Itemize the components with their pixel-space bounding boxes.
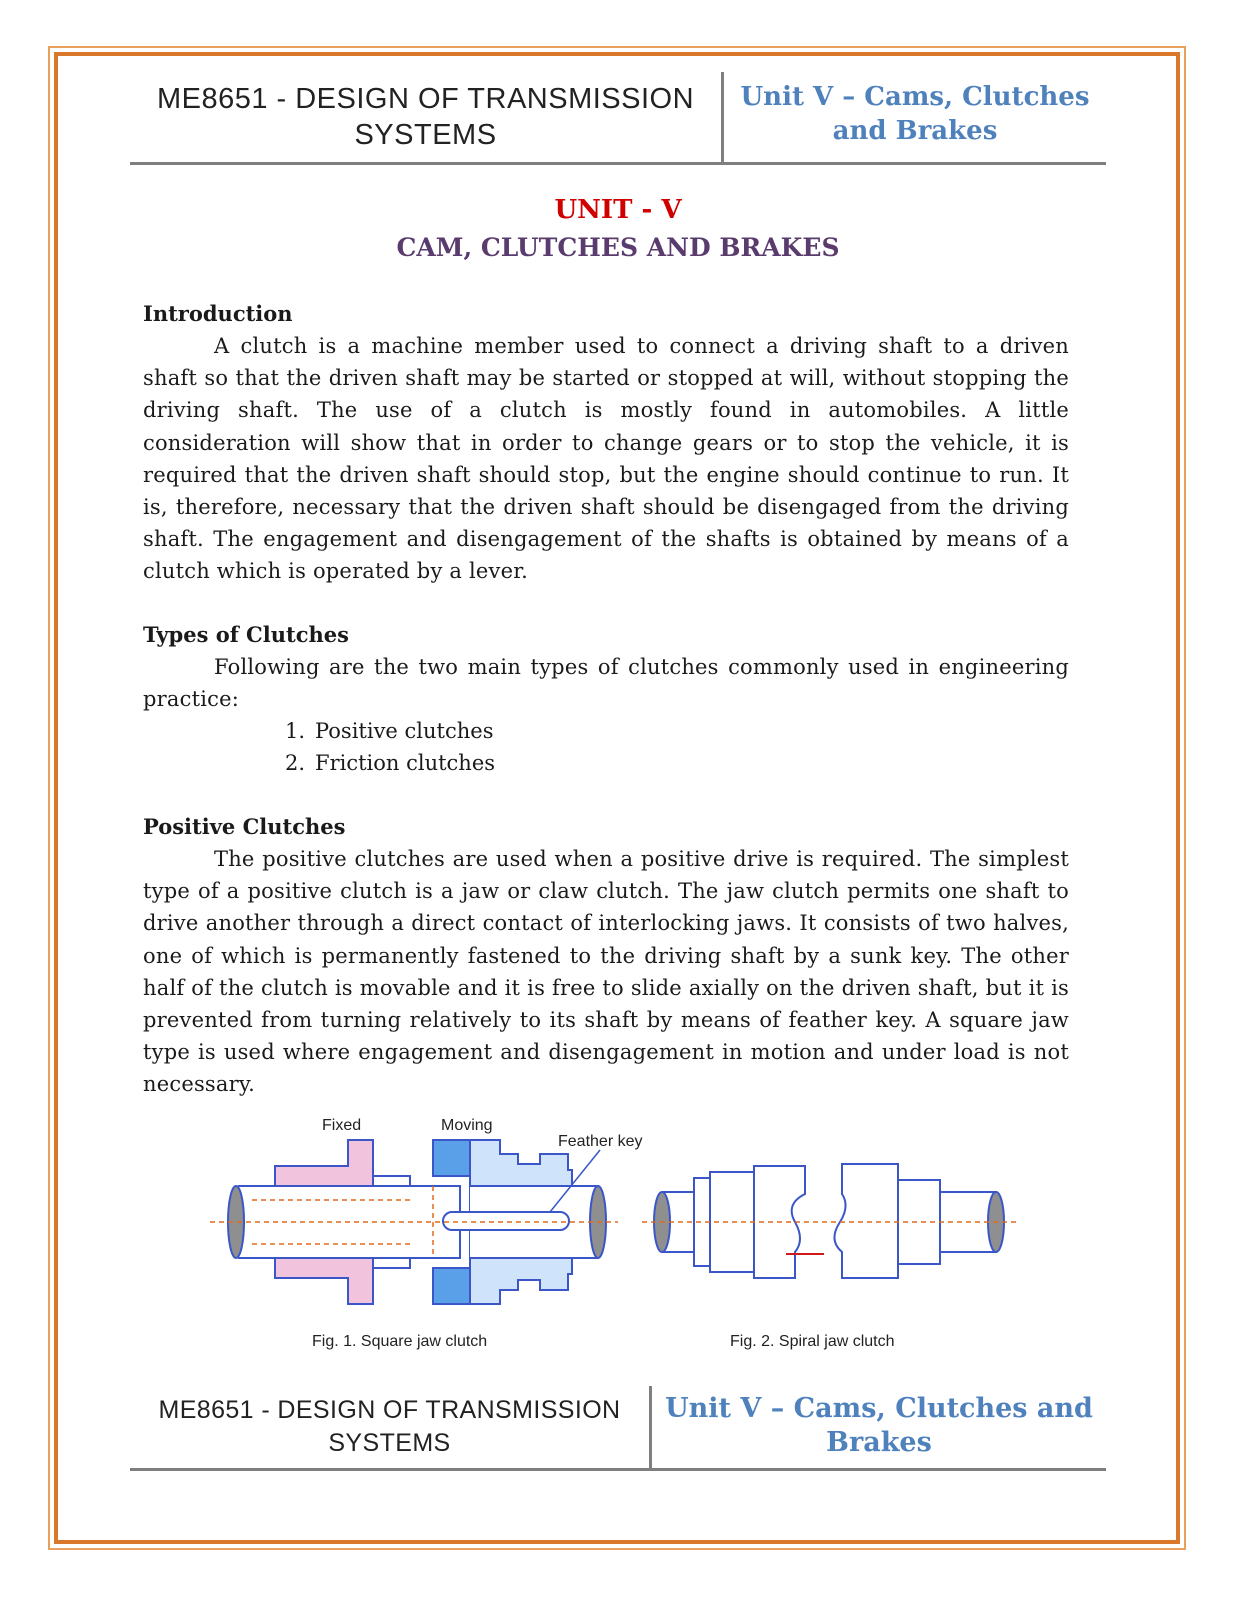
spiral-right-jaw <box>834 1164 898 1278</box>
footer-course-title <box>130 1386 652 1468</box>
section-positive-clutches <box>143 811 1069 1101</box>
types-paragraph: Following are the two main types of clutches commonly used in engineering practice: <box>143 655 1069 712</box>
feather-key-slot <box>443 1212 569 1230</box>
clutch-figure <box>200 1108 1020 1358</box>
footer-course-line1: ME8651 - DESIGN OF TRANSMISSION <box>158 1396 621 1424</box>
header-course-line2: SYSTEMS <box>354 119 497 151</box>
introduction-heading: Introduction <box>143 301 293 326</box>
list-item-text: Positive clutches <box>315 719 494 744</box>
positive-paragraph: The positive clutches are used when a positive drive is required. The simplest type of a positive clutch is a jaw or claw clutch. The jaw clutch permits one shaft to drive another through a direct contact of interlocking jaws. It consists of two halves, one of which is permanently fastened to the driving shaft by a sunk key. The other half of the clutch is movable and it is free to slide axially on the driven shaft, but it is prevented from turning relatively to its shaft by means of feather key. A square jaw type is used where engagement and disengagement in motion and under load is not necessary. <box>143 847 1069 1097</box>
moving-jaw-bottom <box>433 1268 470 1304</box>
header-unit-title <box>724 72 1106 162</box>
introduction-paragraph: A clutch is a machine member used to connect a driving shaft to a driven shaft so that the driven shaft may be started or stopped at will, without stopping the driving shaft. The use of a clutch is mostly found in automobiles. A little consideration will show that in order to change gears or to stop the vehicle, it is required that the driven shaft should stop, but the engine should continue to run. It is, therefore, necessary that the driven shaft should be disengaged from the driving shaft. The engagement and disengagement of the shafts is obtained by means of a clutch which is operated by a lever. <box>143 334 1069 584</box>
header-unit-line1: Unit V – Cams, Clutches <box>740 82 1090 112</box>
label-feather-key: Feather key <box>558 1133 643 1150</box>
section-types <box>143 619 1069 779</box>
page-header <box>130 72 1106 165</box>
footer-unit-title <box>652 1386 1106 1468</box>
caption-fig1: Fig. 1. Square jaw clutch <box>312 1333 488 1350</box>
header-unit-line2: and Brakes <box>832 116 998 146</box>
footer-course-line2: SYSTEMS <box>328 1429 451 1457</box>
footer-unit-line1: Unit V – Cams, Clutches and <box>665 1393 1093 1424</box>
label-moving: Moving <box>441 1117 493 1134</box>
list-item <box>285 715 1069 747</box>
list-item-number: 1. <box>285 719 306 744</box>
label-fixed: Fixed <box>322 1117 362 1134</box>
header-course-line1: ME8651 - DESIGN OF TRANSMISSION <box>156 83 695 115</box>
unit-title: UNIT - V <box>554 195 682 225</box>
footer-unit-line2: Brakes <box>826 1427 932 1458</box>
types-list <box>143 715 1069 779</box>
spiral-jaw-clutch-diagram <box>654 1164 1004 1278</box>
section-introduction <box>143 298 1069 588</box>
list-item-text: Friction clutches <box>315 751 496 776</box>
list-item-number: 2. <box>285 751 306 776</box>
page-footer <box>130 1386 1106 1471</box>
positive-heading: Positive Clutches <box>143 814 346 839</box>
caption-fig2: Fig. 2. Spiral jaw clutch <box>730 1333 895 1350</box>
header-course-title <box>130 72 724 162</box>
types-heading: Types of Clutches <box>143 622 349 647</box>
unit-subtitle: CAM, CLUTCHES AND BRAKES <box>396 233 840 262</box>
moving-jaw-top <box>433 1140 470 1176</box>
list-item <box>285 747 1069 779</box>
